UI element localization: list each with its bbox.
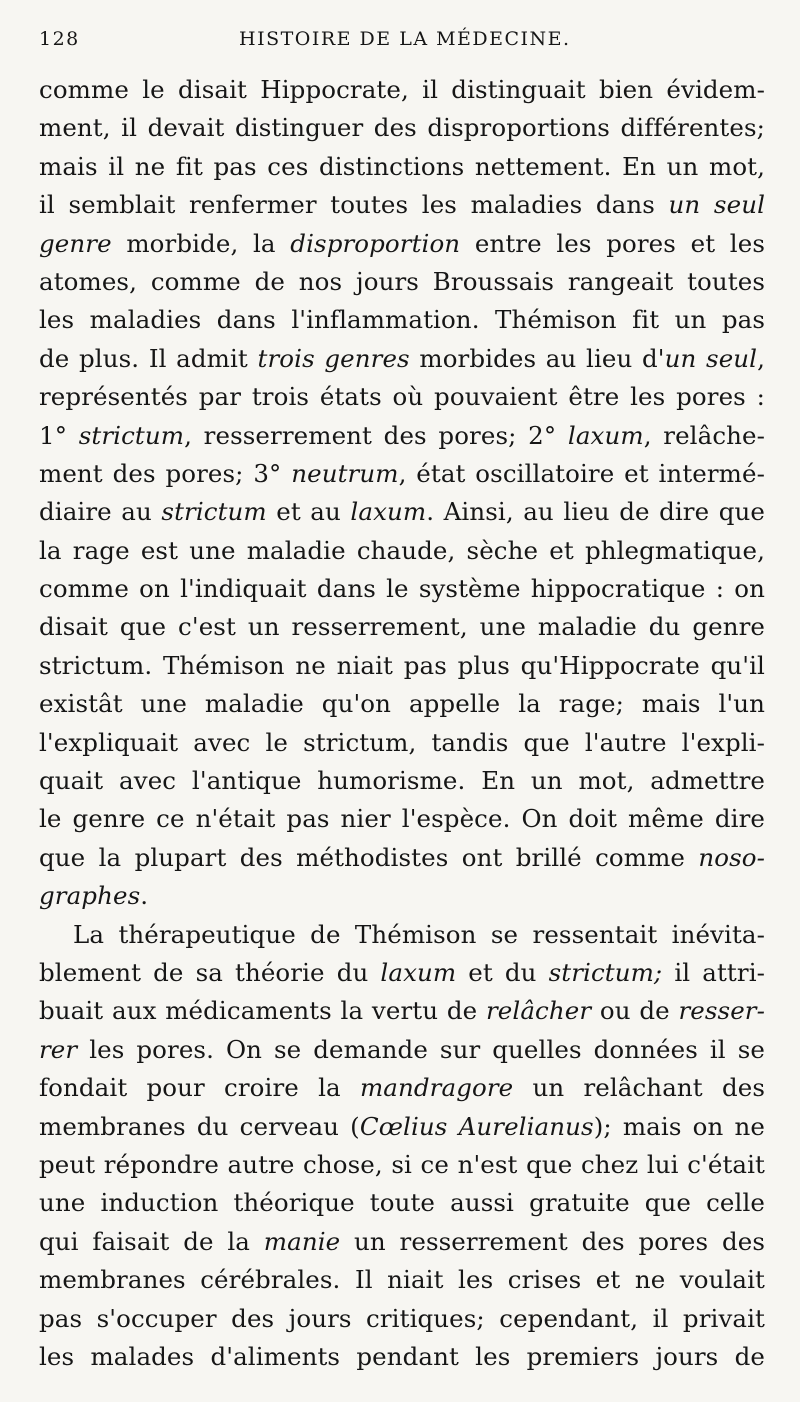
text-run: , [757,343,766,373]
text-run: le genre ce n'était pas nier l'espèce. On doit même dire [39,804,765,834]
text-run: les maladies dans l'inflammation. Thémison fit un pas [39,305,765,335]
text-line [39,1338,765,1376]
text-line [39,724,765,762]
text-line [39,877,765,915]
italic-text: strictum [78,420,185,450]
text-line [39,1108,765,1146]
text-run: , état oscillatoire et intermé- [398,458,765,488]
text-line [39,1069,765,1107]
italic-text: graphes [39,881,141,911]
text-run: morbides au lieu d' [409,343,665,373]
text-run: , resserrement des pores; 2° [184,420,568,450]
text-line [39,1300,765,1338]
italic-text: resser- [678,996,765,1026]
italic-text: un seul [668,190,766,220]
text-run: fondait pour croire la [39,1073,360,1103]
text-run: 1° [39,420,79,450]
text-run: il semblait renfermer toutes les maladies dans [39,190,669,220]
text-run: diaire au [39,497,162,527]
page-number: 128 [39,28,80,50]
text-run: de plus. Il admit [39,343,258,373]
text-run: un resserrement des pores des [340,1226,766,1256]
text-line [39,762,765,800]
text-run: quait avec l'antique humorisme. En un mot, admettre [39,766,765,796]
text-line [39,954,765,992]
text-run: atomes, comme de nos jours Broussais rangeait toutes [39,266,765,296]
italic-text: laxum [567,420,644,450]
text-line [39,493,765,531]
text-run: l'expliquait avec le strictum, tandis que l'autre l'expli- [39,727,765,757]
text-run: . Ainsi, au lieu de dire que [426,497,765,527]
text-line [39,532,765,570]
text-line [39,1261,765,1299]
italic-text: trois genres [257,343,410,373]
running-title: HISTOIRE DE LA MÉDECINE. [239,28,571,50]
text-run: que la plupart des méthodistes ont brillé comme [39,842,699,872]
text-run: une induction théorique toute aussi gratuite que celle [39,1188,765,1218]
text-run: , relâche- [643,420,765,450]
text-run: il attri- [662,957,766,987]
text-line [39,71,765,109]
italic-text: rer [39,1034,78,1064]
text-run: ment des pores; 3° [39,458,292,488]
text-run: représentés par trois états où pouvaient être les pores : [39,382,765,412]
text-line [39,417,765,455]
text-line [39,647,765,685]
italic-text: laxum [380,957,457,987]
text-line [39,148,765,186]
text-line [39,455,765,493]
text-line [39,570,765,608]
text-line [39,1031,765,1069]
text-run: ); mais on ne [593,1111,766,1141]
text-line [39,916,765,954]
text-line [39,1223,765,1261]
text-run: ou de [591,996,679,1026]
text-line [39,186,765,224]
italic-text: un seul [664,343,758,373]
text-run: mais il ne fit pas ces distinctions nettement. En un mot, [39,151,765,181]
text-line [39,263,765,301]
text-line [39,109,765,147]
text-line [39,839,765,877]
running-head [39,28,761,58]
text-run: comme on l'indiquait dans le système hippocratique : on [39,574,765,604]
text-run: pas s'occuper des jours critiques; cependant, il privait [39,1303,765,1333]
text-run: et au [266,497,351,527]
text-run: la rage est une maladie chaude, sèche et phlegmatique, [39,535,765,565]
italic-text: mandragore [359,1073,514,1103]
text-line [39,1146,765,1184]
text-run: blement de sa théorie du [39,957,381,987]
italic-text: noso- [698,842,765,872]
text-line [39,608,765,646]
text-run: strictum. Thémison ne niait pas plus qu'Hippocrate qu'il [39,650,765,680]
text-line [39,301,765,339]
italic-text: genre [39,228,112,258]
italic-text: Cœlius Aurelianus [359,1111,594,1141]
italic-text: neutrum [291,458,399,488]
italic-text: strictum; [548,957,663,987]
text-run: ment, il devait distinguer des disproportions différentes; [39,113,765,143]
text-run: les pores. On se demande sur quelles données il se [77,1034,765,1064]
text-line [39,378,765,416]
text-line [39,340,765,378]
text-line [39,685,765,723]
text-run: peut répondre autre chose, si ce n'est que chez lui c'était [39,1149,765,1179]
text-run: existât une maladie qu'on appelle la rage; mais l'un [39,689,765,719]
text-line [39,225,765,263]
text-run: un relâchant des [513,1073,766,1103]
text-run: qui faisait de la [39,1226,264,1256]
text-run: buait aux médicaments la vertu de [39,996,486,1026]
text-run: membranes du cerveau ( [39,1111,360,1141]
italic-text: disproportion [290,228,461,258]
text-run: et du [456,957,549,987]
text-run: entre les pores et les [460,228,766,258]
text-run: membranes cérébrales. Il niait les crises et ne voulait [39,1265,765,1295]
text-line [39,1184,765,1222]
italic-text: relâcher [485,996,592,1026]
text-run: les malades d'aliments pendant les premiers jours de [39,1341,765,1371]
text-line [39,800,765,838]
italic-text: laxum [350,497,427,527]
italic-text: manie [263,1226,341,1256]
text-run: disait que c'est un resserrement, une maladie du genre [39,612,765,642]
text-run: La thérapeutique de Thémison se ressentait inévita- [73,919,765,949]
text-run: morbide, la [111,228,291,258]
text-run: . [140,881,149,911]
text-line [39,992,765,1030]
italic-text: strictum [161,497,267,527]
body-text [39,71,765,1376]
text-run: comme le disait Hippocrate, il distinguait bien évidem- [39,75,765,104]
